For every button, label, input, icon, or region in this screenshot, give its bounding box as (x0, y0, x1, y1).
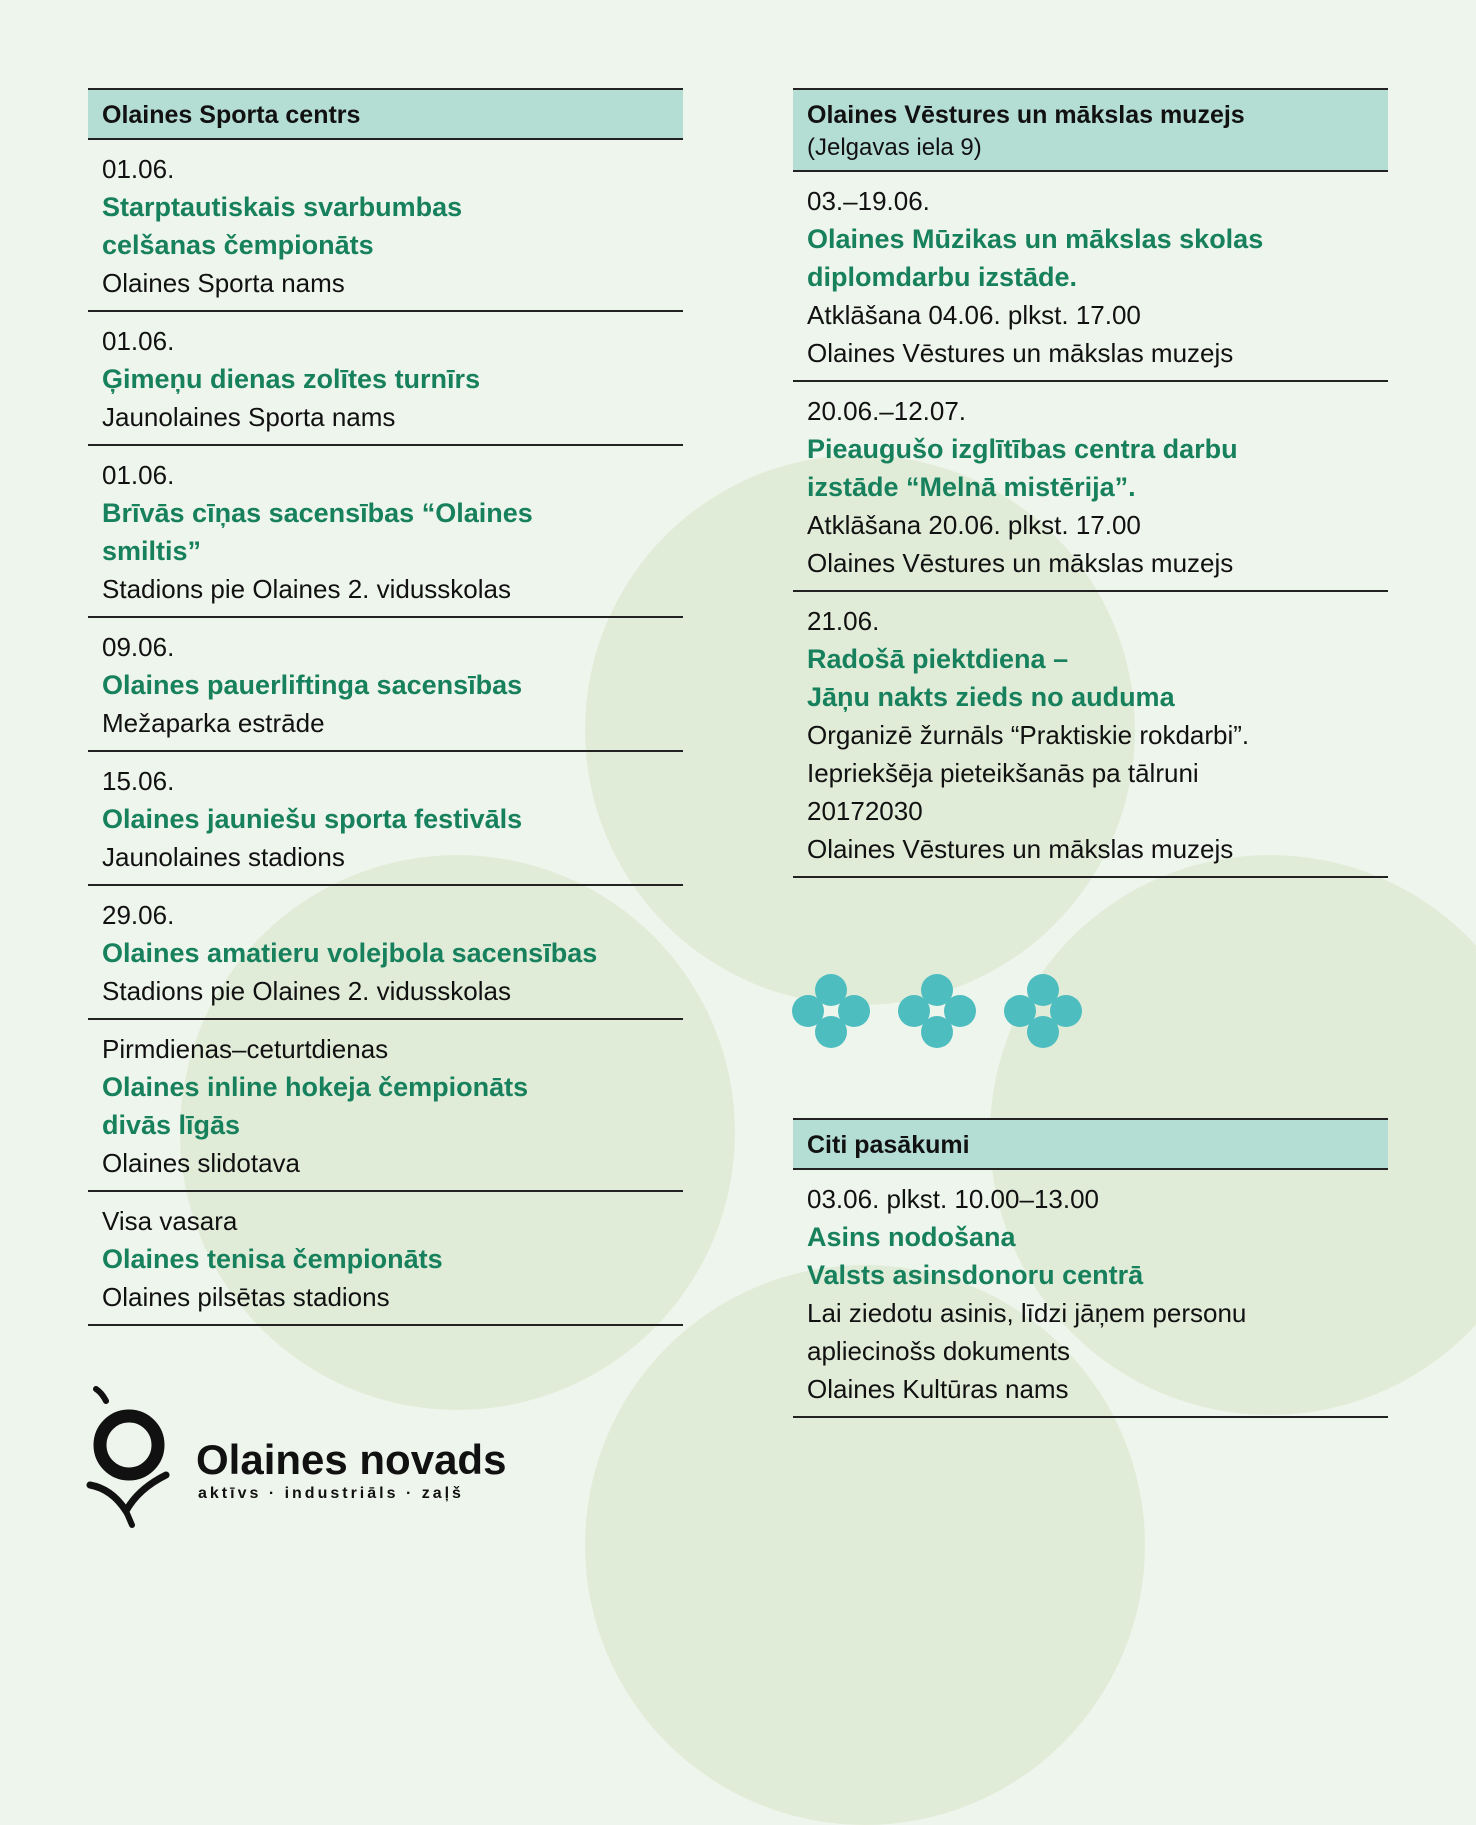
event-place: Stadions pie Olaines 2. vidusskolas (102, 976, 512, 1006)
event-item (793, 1170, 1388, 1418)
event-date: 29.06. (102, 900, 175, 930)
other-events-section (793, 1118, 1388, 1418)
event-title: Olaines amatieru volejbola sacensības (102, 938, 598, 968)
event-place: Olaines Sporta nams (102, 268, 345, 298)
event-item (793, 172, 1388, 382)
event-title: Olaines inline hokeja čempionāts (102, 1072, 529, 1102)
event-place: Olaines Vēstures un mākslas muzejs (807, 834, 1234, 864)
event-date: 01.06. (102, 154, 175, 184)
event-note: Iepriekšēja pieteikšanās pa tālruni (807, 758, 1199, 788)
event-title: Olaines jauniešu sporta festivāls (102, 804, 523, 834)
event-title: celšanas čempionāts (102, 230, 374, 260)
event-place: Mežaparka estrāde (102, 708, 325, 738)
event-note: Lai ziedotu asinis, līdzi jāņem personu (807, 1298, 1247, 1328)
event-title: Valsts asinsdonoru centrā (807, 1260, 1144, 1290)
event-list (793, 172, 1388, 878)
event-place: Olaines slidotava (102, 1148, 300, 1178)
event-place: Olaines Vēstures un mākslas muzejs (807, 548, 1234, 578)
event-note: apliecinošs dokuments (807, 1336, 1071, 1366)
section-header (793, 1118, 1388, 1170)
event-place: Olaines Kultūras nams (807, 1374, 1069, 1404)
section-title: Citi pasākumi (807, 1131, 970, 1159)
event-date: 21.06. (807, 606, 880, 636)
event-item (793, 592, 1388, 878)
event-date: Visa vasara (102, 1206, 238, 1236)
flower-icon (1002, 970, 1084, 1052)
event-title: Asins nodošana (807, 1222, 1016, 1252)
olaine-emblem-icon (86, 1385, 176, 1535)
event-date: 03.06. plkst. 10.00–13.00 (807, 1184, 1100, 1214)
event-item (88, 140, 683, 312)
event-title: Olaines Mūzikas un mākslas skolas (807, 224, 1264, 254)
section-title: Olaines Vēstures un mākslas muzejs (807, 101, 1245, 129)
event-item (88, 618, 683, 752)
flower-icon (896, 970, 978, 1052)
event-note: Atklāšana 04.06. plkst. 17.00 (807, 300, 1141, 330)
event-item (88, 1192, 683, 1326)
event-note: 20172030 (807, 796, 923, 826)
event-item (88, 752, 683, 886)
flower-ornament-row (790, 970, 1090, 1060)
event-title: Olaines pauerliftinga sacensības (102, 670, 523, 700)
event-note: Atklāšana 20.06. plkst. 17.00 (807, 510, 1141, 540)
event-date: 09.06. (102, 632, 175, 662)
event-title: diplomdarbu izstāde. (807, 262, 1078, 292)
event-item (88, 1020, 683, 1192)
section-header (793, 88, 1388, 172)
sports-center-section (88, 88, 683, 1326)
event-title: Brīvās cīņas sacensības “Olaines (102, 498, 533, 528)
logo-tagline: aktīvs · industriāls · zaļš (198, 1485, 464, 1502)
event-date: 01.06. (102, 326, 175, 356)
event-title: Pieaugušo izglītības centra darbu (807, 434, 1238, 464)
event-title: izstāde “Melnā mistērija”. (807, 472, 1136, 502)
event-note: Organizē žurnāls “Praktiskie rokdarbi”. (807, 720, 1250, 750)
event-item (88, 446, 683, 618)
event-item (88, 886, 683, 1020)
logo-name: Olaines novads (196, 1436, 507, 1483)
event-list (88, 140, 683, 1326)
event-place: Olaines pilsētas stadions (102, 1282, 390, 1312)
event-place: Stadions pie Olaines 2. vidusskolas (102, 574, 512, 604)
event-place: Jaunolaines stadions (102, 842, 345, 872)
section-address: (Jelgavas iela 9) (807, 134, 982, 161)
event-list (793, 1170, 1388, 1418)
event-date: 15.06. (102, 766, 175, 796)
section-header (88, 88, 683, 140)
flower-icon (790, 970, 872, 1052)
event-title: Radošā piektdiena – (807, 644, 1069, 674)
event-date: 20.06.–12.07. (807, 396, 967, 426)
event-title: Jāņu nakts zieds no auduma (807, 682, 1175, 712)
event-title: Ģimeņu dienas zolītes turnīrs (102, 364, 481, 394)
event-title: Starptautiskais svarbumbas (102, 192, 463, 222)
event-place: Jaunolaines Sporta nams (102, 402, 396, 432)
museum-section (793, 88, 1388, 878)
event-title: divās līgās (102, 1110, 241, 1140)
event-title: smiltis” (102, 536, 202, 566)
section-title: Olaines Sporta centrs (102, 101, 361, 129)
event-place: Olaines Vēstures un mākslas muzejs (807, 338, 1234, 368)
event-item (88, 312, 683, 446)
event-date: Pirmdienas–ceturtdienas (102, 1034, 389, 1064)
event-title: Olaines tenisa čempionāts (102, 1244, 443, 1274)
olaines-novads-logo (86, 1385, 526, 1535)
event-item (793, 382, 1388, 592)
event-date: 01.06. (102, 460, 175, 490)
event-date: 03.–19.06. (807, 186, 930, 216)
